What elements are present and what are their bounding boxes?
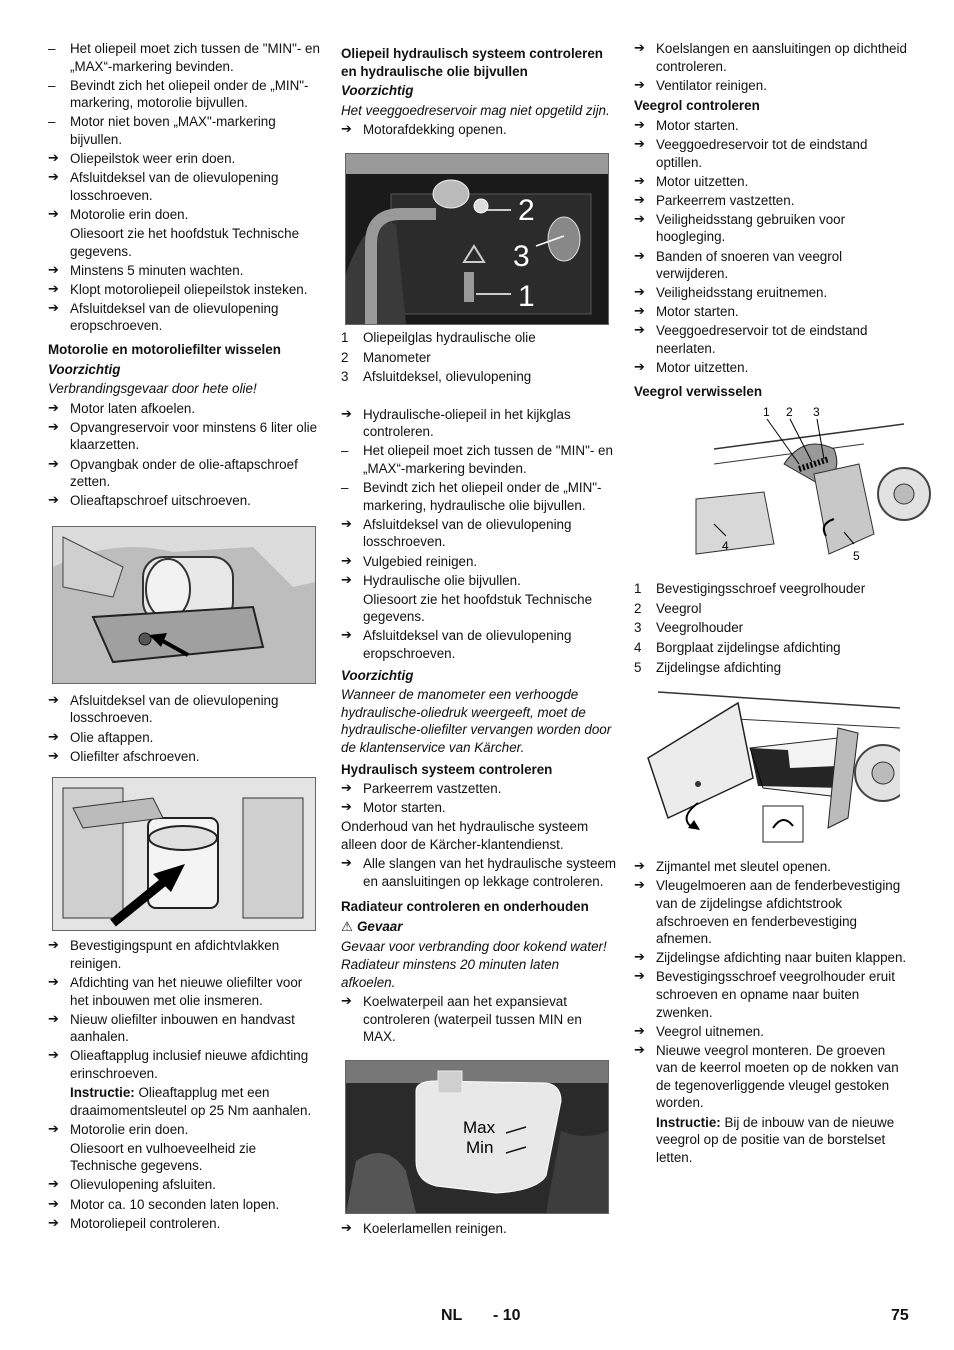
step-item: ➔ Afsluitdeksel van de olievulopening eropschroeven. (341, 627, 617, 662)
roll-label-4: 4 (722, 539, 729, 554)
step-note: Oliesoort en vulhoeveelheid zie Technische gegevens. (70, 1140, 257, 1174)
oil-level-steps (48, 40, 324, 335)
condition-item: – Het oliepeil moet zich tussen de "MIN"- en „MAX“-markering bevinden. (48, 40, 324, 75)
label-2: 2 (518, 193, 535, 227)
legend-number: 1 (634, 581, 642, 597)
heading-roll-swap: Veegrol verwisselen (634, 383, 763, 399)
caution-label: Voorzichtig (341, 83, 414, 99)
caution-text: Het veeggoedreservoir mag niet opgetild zijn. (341, 102, 610, 118)
step-item: ➔ Motor laten afkoelen. (48, 400, 324, 418)
instruction-note-roll: Instructie: Bij de inbouw van de nieuwe veegrol op de positie van de borstelset letten. (656, 1114, 895, 1165)
hydraulic-legend (341, 329, 617, 386)
caution-text-2: Wanneer de manometer een verhoogde hydraulische-oliedruk weergeeft, moet de hydraulische-oliefilter vervangen worden door de klantenservice van Kärcher. (341, 687, 612, 755)
legend-item (341, 329, 617, 347)
coolant-steps (341, 993, 617, 1046)
step-item: ➔ Motorolie erin doen. (48, 206, 324, 224)
step-item: ➔ Zijmantel met sleutel openen. (634, 858, 910, 876)
legend-text: Bevestigingsschroef veegrolhouder (656, 581, 866, 597)
instruction-note: Instructie: Olieaftapplug met een draaimomentsleutel op 25 Nm aanhalen. (70, 1084, 312, 1118)
legend-text: Manometer (363, 349, 431, 365)
step-note: Oliesoort zie het hoofdstuk Technische gegevens. (363, 591, 593, 625)
legend-number: 1 (341, 329, 349, 345)
step-item: ➔ Nieuwe veegrol monteren. De groeven van de keerrol moeten op de nokken van de tegenoverliggende vleugel gestoken worden. (634, 1042, 910, 1112)
oil-change-steps (48, 400, 324, 510)
label-3: 3 (513, 239, 530, 273)
caution-text: Verbrandingsgevaar door hete olie! (48, 381, 257, 397)
step-item: ➔ Hydraulische-oliepeil in het kijkglas controleren. (341, 406, 617, 441)
caution-label: Voorzichtig (48, 361, 121, 377)
service-note: Onderhoud van het hydraulische systeem alleen door de Kärcher-klantendienst. (341, 819, 589, 852)
step-item: ➔ Alle slangen van het hydraulische systeem en aansluitingen op lekkage controleren. (341, 855, 617, 890)
step-item: ➔ Koelerlamellen reinigen. (341, 1220, 617, 1238)
legend-text: Borgplaat zijdelingse afdichting (656, 640, 841, 656)
step-item: ➔ Motor starten. (634, 117, 910, 135)
step-item: ➔ Motor uitzetten. (634, 173, 910, 191)
condition-item: – Motor niet boven „MAX"-markering bijvullen. (48, 113, 324, 148)
step-item: ➔ Opvangbak onder de olie-aftapschroef zetten. (48, 456, 324, 491)
legend-item (634, 619, 910, 637)
step-item: ➔ Vulgebied reinigen. (341, 553, 617, 571)
footer-absolute-page: 75 (891, 1307, 909, 1324)
danger-text: Gevaar voor verbranding door kokend water! Radiateur minstens 20 minuten laten afkoelen. (341, 939, 607, 990)
step-item: ➔ Olie aftappen. (48, 729, 324, 747)
roll-label-5: 5 (853, 549, 860, 564)
legend-item (634, 639, 910, 657)
step-item: ➔ Parkeerrem vastzetten. (341, 780, 617, 798)
refill-steps (48, 1121, 324, 1233)
step-item: ➔ Motor starten. (341, 799, 617, 817)
side-seal-figure (638, 688, 900, 848)
condition-item: – Bevindt zich het oliepeil onder de „MIN"-markering, hydraulische olie bijvullen. (341, 479, 617, 514)
warning-icon: ⚠ (341, 919, 354, 935)
heading-roll-check: Veegrol controleren (634, 98, 760, 114)
step-item: ➔ Afsluitdeksel van de olievulopening losschroeven. (48, 692, 324, 727)
step-item: ➔ Klopt motoroliepeil oliepeilstok insteken. (48, 281, 324, 299)
step-item: ➔ Olievulopening afsluiten. (48, 1176, 324, 1194)
step-item: ➔ Afsluitdeksel van de olievulopening eropschroeven. (48, 300, 324, 335)
roll-check-steps (634, 117, 910, 377)
step-item: ➔ Veeggoedreservoir tot de eindstand optillen. (634, 136, 910, 171)
legend-text: Oliepeilglas hydraulische olie (363, 329, 536, 345)
danger-label: ⚠ Gevaar (341, 918, 403, 935)
column-2 (341, 45, 617, 1239)
step-item: ➔ Koelwaterpeil aan het expansievat controleren (waterpeil tussen MIN en MAX. (341, 993, 617, 1046)
step-item: ➔ Minstens 5 minuten wachten. (48, 262, 324, 280)
label-1: 1 (518, 279, 535, 313)
heading-radiator: Radiateur controleren en onderhouden (341, 899, 589, 915)
step-item: ➔ Afsluitdeksel van de olievulopening losschroeven. (48, 169, 324, 204)
roll-label-1: 1 (763, 405, 770, 420)
radiator-steps (341, 1220, 617, 1238)
condition-item: – Het oliepeil moet zich tussen de "MIN"- en „MAX“-markering bevinden. (341, 442, 617, 477)
step-item: ➔ Zijdelingse afdichting naar buiten klappen. (634, 949, 910, 967)
column-3 (634, 40, 910, 1168)
leak-check-steps (341, 855, 617, 890)
column-1 (48, 40, 324, 1234)
legend-item (634, 600, 910, 618)
legend-number: 2 (634, 600, 642, 616)
step-item: ➔ Olieaftapplug inclusief nieuwe afdichting erinschroeven. (48, 1047, 324, 1082)
roll-figure (684, 404, 934, 574)
legend-number: 5 (634, 659, 642, 675)
legend-text: Veegrolhouder (656, 620, 744, 636)
legend-item (341, 368, 617, 386)
step-item: ➔ Motor starten. (634, 303, 910, 321)
step-item: ➔ Ventilator reinigen. (634, 77, 910, 95)
heading-oil-change: Motorolie en motoroliefilter wisselen (48, 342, 281, 357)
open-cover-steps (341, 121, 617, 139)
step-item: ➔ Nieuw oliefilter inbouwen en handvast aanhalen. (48, 1011, 324, 1046)
legend-item (634, 580, 910, 598)
heading-hydraulic-oil: Oliepeil hydraulisch systeem controleren en hydraulische olie bijvullen (341, 46, 603, 79)
legend-text: Afsluitdeksel, olievulopening (363, 369, 532, 385)
legend-number: 3 (341, 369, 349, 385)
legend-item (634, 659, 910, 677)
legend-text: Veegrol (656, 600, 702, 616)
filter-steps (48, 937, 324, 1082)
step-item: ➔ Veegrol uitnemen. (634, 1023, 910, 1041)
roll-swap-steps (634, 858, 910, 1112)
step-item: ➔ Veiligheidsstang gebruiken voor hoogleging. (634, 211, 910, 246)
step-item: ➔ Parkeerrem vastzetten. (634, 192, 910, 210)
step-item: ➔ Motorolie erin doen. (48, 1121, 324, 1139)
step-item: ➔ Oliefilter afschroeven. (48, 748, 324, 766)
roll-label-3: 3 (813, 405, 820, 420)
hydraulic-oil-steps (341, 406, 617, 663)
cooling-steps (634, 40, 910, 94)
footer-page-number: - 10 (493, 1307, 521, 1324)
system-steps (341, 780, 617, 817)
caution-label-2: Voorzichtig (341, 667, 414, 683)
roll-label-2: 2 (786, 405, 793, 420)
step-item: ➔ Motorafdekking openen. (341, 121, 617, 139)
min-label: Min (466, 1137, 494, 1157)
condition-item: – Bevindt zich het oliepeil onder de „MIN"-markering, motorolie bijvullen. (48, 77, 324, 112)
step-item: ➔ Vleugelmoeren aan de fenderbevestiging van de zijdelingse afdichtstrook afschroeven en fenderbevestiging afnemen. (634, 877, 910, 947)
step-item: ➔ Motor ca. 10 seconden laten lopen. (48, 1196, 324, 1214)
step-item: ➔ Koelslangen en aansluitingen op dichtheid controleren. (634, 40, 910, 75)
heading-hydraulic-system: Hydraulisch systeem controleren (341, 761, 553, 777)
hydraulic-tank-figure (345, 153, 609, 325)
roll-legend (634, 580, 910, 676)
step-item: ➔ Olieaftapschroef uitschroeven. (48, 492, 324, 510)
step-item: ➔ Afsluitdeksel van de olievulopening losschroeven. (341, 516, 617, 551)
step-item: ➔ Oliepeilstok weer erin doen. (48, 150, 324, 168)
coolant-tank-figure (345, 1060, 609, 1214)
legend-item (341, 349, 617, 367)
step-item: ➔ Bevestigingsschroef veegrolhouder eruit schroeven en opname naar buiten zwenken. (634, 968, 910, 1021)
oil-filter-figure (52, 777, 316, 931)
step-item: ➔ Motor uitzetten. (634, 359, 910, 377)
step-item: ➔ Veeggoedreservoir tot de eindstand neerlaten. (634, 322, 910, 357)
max-label: Max (463, 1117, 496, 1137)
step-item: ➔ Hydraulische olie bijvullen. (341, 572, 617, 590)
step-item: ➔ Banden of snoeren van veegrol verwijderen. (634, 248, 910, 283)
footer-language: NL (441, 1307, 463, 1324)
drain-steps (48, 692, 324, 765)
drain-plug-figure (52, 526, 316, 684)
legend-number: 3 (634, 620, 642, 636)
step-item: ➔ Motoroliepeil controleren. (48, 1215, 324, 1233)
step-item: ➔ Bevestigingspunt en afdichtvlakken reinigen. (48, 937, 324, 972)
step-item: ➔ Opvangreservoir voor minstens 6 liter olie klaarzetten. (48, 419, 324, 454)
step-item: ➔ Veiligheidsstang eruitnemen. (634, 284, 910, 302)
legend-number: 2 (341, 349, 349, 365)
step-note: Oliesoort zie het hoofdstuk Technische gegevens. (70, 225, 300, 259)
step-item: ➔ Afdichting van het nieuwe oliefilter voor het inbouwen met olie insmeren. (48, 974, 324, 1009)
legend-number: 4 (634, 640, 642, 656)
legend-text: Zijdelingse afdichting (656, 659, 782, 675)
